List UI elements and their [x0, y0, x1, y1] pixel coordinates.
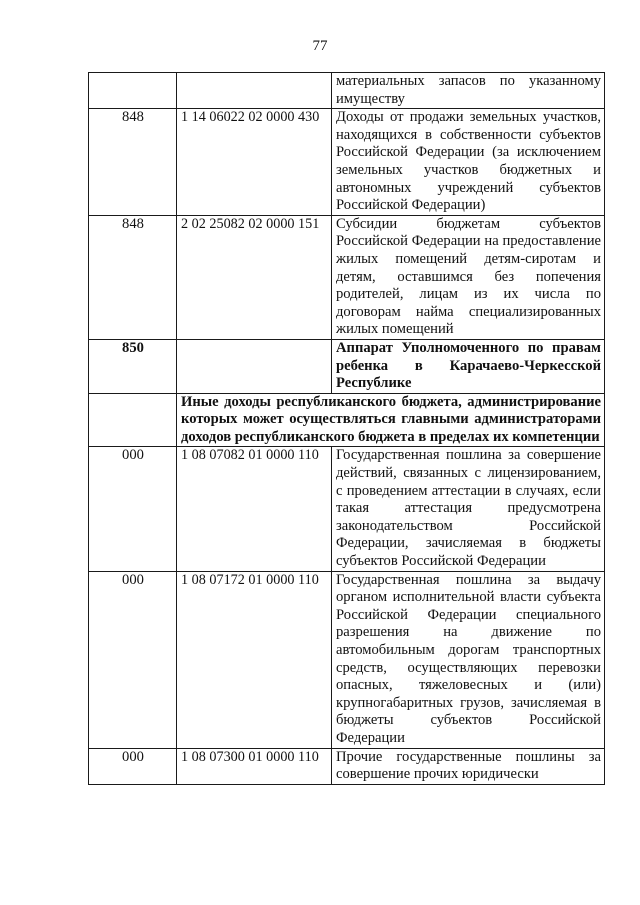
table-row [89, 571, 605, 748]
table-row [89, 215, 605, 339]
admin-code-cell: 848 [89, 109, 177, 216]
admin-code-cell: 000 [89, 447, 177, 571]
empty-cell [89, 393, 177, 447]
budget-classification-code-cell: 1 08 07300 01 0000 110 [177, 748, 332, 784]
table-row [89, 339, 605, 393]
admin-code-cell: 850 [89, 339, 177, 393]
admin-code-cell: 848 [89, 215, 177, 339]
budget-classification-code-cell [177, 73, 332, 109]
revenue-name-cell: Доходы от продажи земельных участков, находящихся в собственности субъектов Российской Федерации (за исключением земельных участков бюджетных и автономных учреждений субъектов Российской Федерации) [332, 109, 605, 216]
budget-classification-code-cell: 1 08 07082 01 0000 110 [177, 447, 332, 571]
admin-code-cell: 000 [89, 571, 177, 748]
revenue-name-cell: материальных запасов по указанному имуществу [332, 73, 605, 109]
budget-classification-code-cell: 2 02 25082 02 0000 151 [177, 215, 332, 339]
page-number: 77 [312, 38, 328, 54]
table-row [89, 109, 605, 216]
section-heading-cell: Иные доходы республиканского бюджета, администрирование которых может осуществляться главными администраторами доходов республиканского бюджета в пределах их компетенции [177, 393, 605, 447]
admin-code-cell [89, 73, 177, 109]
table-row [89, 73, 605, 109]
table-row [89, 748, 605, 784]
administrator-name-cell: Аппарат Уполномоченного по правам ребенка в Карачаево-Черкесской Республике [332, 339, 605, 393]
revenue-administrators-table [88, 72, 605, 785]
table-row [89, 447, 605, 571]
revenue-name-cell: Государственная пошлина за выдачу органом исполнительной власти субъекта Российской Федерации специального разрешения на движение по автомобильным дорогам транспортных средств, осуществляющих перевозки опасных, тяжеловесных и (или) крупногабаритных грузов, зачисляемая в бюджеты субъектов Российской Федерации [332, 571, 605, 748]
revenue-name-cell: Субсидии бюджетам субъектов Российской Федерации на предоставление жилых помещений детям-сиротам и детям, оставшимся без попечения родителей, лицам из их числа по договорам найма специализированных жилых помещений [332, 215, 605, 339]
budget-classification-code-cell: 1 14 06022 02 0000 430 [177, 109, 332, 216]
admin-code-cell: 000 [89, 748, 177, 784]
revenue-name-cell: Государственная пошлина за совершение действий, связанных с лицензированием, с проведением аттестации в случаях, если такая аттестация предусмотрена законодательством Российской Федерации, зачисляемая в бюджеты субъектов Российской Федерации [332, 447, 605, 571]
budget-classification-code-cell: 1 08 07172 01 0000 110 [177, 571, 332, 748]
revenue-name-cell: Прочие государственные пошлины за совершение прочих юридически [332, 748, 605, 784]
section-row [89, 393, 605, 447]
budget-classification-code-cell [177, 339, 332, 393]
